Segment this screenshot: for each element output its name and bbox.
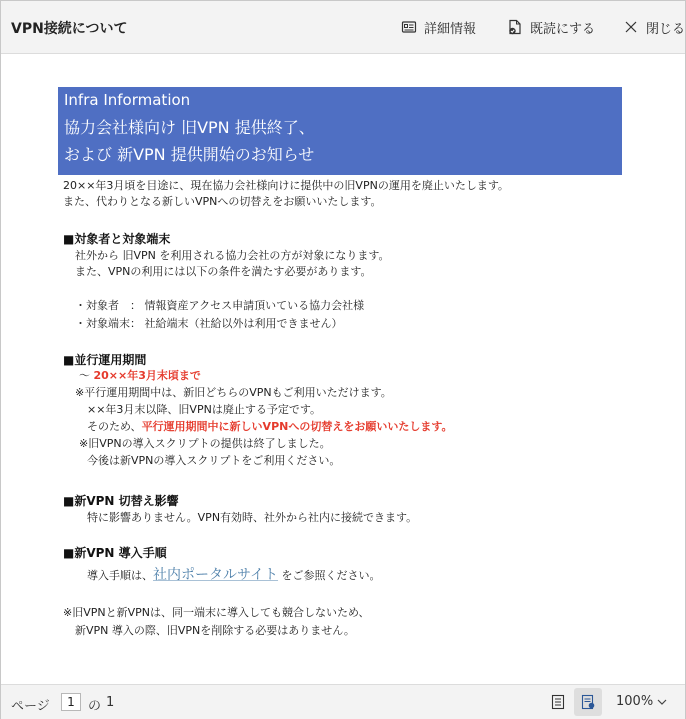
title-bar [1,1,685,54]
reading-view-button[interactable] [574,688,602,716]
section-heading-period: ■並行運用期間 [63,353,147,367]
period-note-5: 今後は新VPNの導入スクリプトをご利用ください。 [87,454,341,467]
details-card-icon [401,19,417,35]
section-heading-impact: ■新VPN 切替え影響 [63,494,179,508]
period-note-1: ※平行運用期間中は、新旧どちらのVPNもご利用いただけます。 [75,386,392,399]
mark-read-icon [507,19,523,35]
section1-line-2: また、VPNの利用には以下の条件を満たす必要があります。 [75,265,372,278]
footnote-line-1: ※旧VPNと新VPNは、同一端末に導入しても競合しないため、 [63,606,370,619]
close-label: 閉じる [646,21,686,37]
section-heading-install: ■新VPN 導入手順 [63,546,167,560]
install-suffix: をご参照ください。 [278,569,381,582]
section1-bullet-device: ・対象端末： 社給端末（社給以外は利用できません） [75,317,343,330]
list-view-icon[interactable] [550,694,566,710]
status-bar [1,684,685,719]
mark-read-button[interactable] [507,16,595,38]
footnote-line-2: 新VPN 導入の際、旧VPNを削除する必要はありません。 [75,624,355,637]
period-date: 20××年3月末頃まで [93,369,201,382]
banner-line-1: Infra Information [64,91,191,109]
banner-line-2: 協力会社様向け 旧VPN 提供終了、 [64,118,315,137]
page-total: 1 [106,695,115,710]
period-note-4: ※旧VPNの導入スクリプトの提供は終了しました。 [79,437,331,450]
period-note-3-emphasis: 平行運用期間中に新しいVPNへの切替えをお願いいたします。 [141,420,453,433]
document-page [1,54,685,684]
window-title: VPN接続について [11,21,128,37]
section-heading-target: ■対象者と対象端末 [63,232,171,246]
page-of-label: の [88,699,102,714]
page-number-input[interactable]: 1 [61,693,81,711]
page-label: ページ [11,699,50,714]
portal-site-link[interactable]: 社内ポータルサイト [153,567,279,583]
period-line [79,369,201,383]
mark-read-label: 既読にする [530,21,596,37]
period-note-3-prefix: そのため、 [87,420,142,433]
reading-view-icon [580,694,596,710]
chevron-down-icon[interactable] [656,694,668,713]
intro-line-1: 20××年3月頃を目途に、現在協力会社様向けに提供中の旧VPNの運用を廃止いたします。 [63,179,509,192]
banner-line-3: および 新VPN 提供開始のお知らせ [64,145,315,164]
period-prefix: ～ [79,369,94,382]
period-note-2: ××年3月末以降、旧VPNは廃止する予定です。 [87,403,321,416]
install-line [87,565,381,586]
details-button[interactable] [401,16,476,38]
info-banner [58,87,622,175]
details-label: 詳細情報 [424,21,477,37]
zoom-level[interactable]: 100% [616,694,654,709]
impact-line: 特に影響ありません。VPN有効時、社外から社内に接続できます。 [87,511,418,524]
close-icon [623,19,639,35]
close-button[interactable] [623,16,685,38]
section1-line-1: 社外から 旧VPN を利用される協力会社の方が対象になります。 [75,249,390,262]
intro-line-2: また、代わりとなる新しいVPNへの切替えをお願いいたします。 [63,195,382,208]
install-prefix: 導入手順は、 [87,569,153,582]
period-note-3 [87,420,452,434]
section1-bullet-target: ・対象者 ： 情報資産アクセス申請頂いている協力会社様 [75,299,365,312]
